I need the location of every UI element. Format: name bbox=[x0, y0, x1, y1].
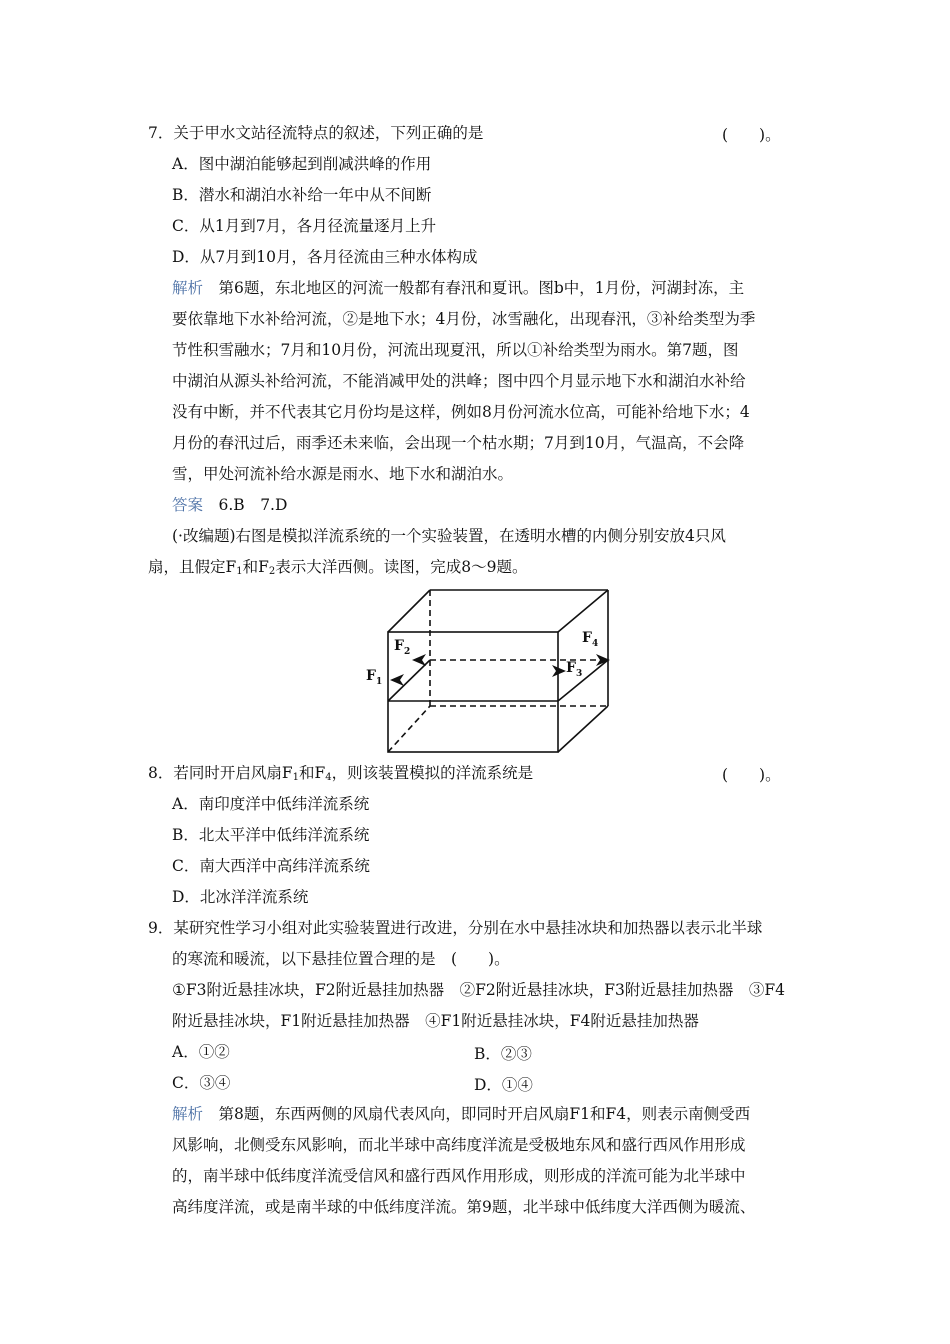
q9-option-d: D．①④ bbox=[474, 1076, 533, 1094]
analysis1-line-5: 没有中断，并不代表其它月份均是这样，例如8月份河流水位高，可能补给地下水；4 bbox=[172, 403, 750, 421]
q7-option-c: C．从1月到7月，各月径流量逐月上升 bbox=[172, 217, 437, 235]
q9-option-c: C．③④ bbox=[172, 1074, 231, 1092]
q8-option-a: A．南印度洋中低纬洋流系统 bbox=[172, 795, 370, 813]
analysis-label: 解析 bbox=[172, 279, 204, 297]
analysis1-line-1: 解析 第6题，东北地区的河流一般都有春汛和夏讯。图b中，1月份，河湖封冻，主 bbox=[172, 279, 745, 297]
fan-f1-icon bbox=[390, 674, 404, 686]
analysis2-line-3: 的，南半球中低纬度洋流受信风和盛行西风作用形成，则形成的洋流可能为北半球中 bbox=[172, 1167, 746, 1185]
analysis2-line-4: 高纬度洋流，或是南半球的中低纬度洋流。第9题，北半球中低纬度大洋西侧为暖流、 bbox=[172, 1198, 756, 1216]
fan-f2-icon bbox=[412, 654, 426, 666]
analysis2-line-1: 解析 第8题，东西两侧的风扇代表风向，即同时开启风扇F1和F4，则表示南侧受西 bbox=[172, 1105, 751, 1123]
answer1: 答案 6.B 7.D bbox=[172, 496, 288, 514]
q8-option-d: D．北冰洋洋流系统 bbox=[172, 888, 309, 906]
intro-line-1: (·改编题)右图是模拟洋流系统的一个实验装置，在透明水槽的内侧分别安放4只风 bbox=[172, 527, 726, 545]
q8-option-c: C．南大西洋中高纬洋流系统 bbox=[172, 857, 370, 875]
analysis-label: 解析 bbox=[172, 1105, 204, 1123]
analysis1-line-2: 要依靠地下水补给河流，②是地下水；4月份，冰雪融化，出现春汛，③补给类型为季 bbox=[172, 310, 756, 328]
intro-line-2: 扇，且假定$F_1$和$F_2$表示大洋西侧。读图，完成8～9题。 bbox=[148, 558, 528, 577]
q7-option-d: D．从7月到10月，各月径流由三种水体构成 bbox=[172, 248, 478, 266]
q7-option-b: B．潜水和湖泊水补给一年中从不间断 bbox=[172, 186, 432, 204]
q8-stem: 8．若同时开启风扇$F_1$和$F_4$，则该装置模拟的洋流系统是 bbox=[148, 764, 534, 783]
analysis2-line-2: 风影响，北侧受东风影响，而北半球中高纬度洋流是受极地东风和盛行西风作用形成 bbox=[172, 1136, 746, 1154]
analysis1-line-7: 雪，甲处河流补给水源是雨水、地下水和湖泊水。 bbox=[172, 465, 514, 483]
q9-choice-2: 附近悬挂冰块，F1附近悬挂加热器 ④F1附近悬挂冰块，F4附近悬挂加热器 bbox=[172, 1012, 699, 1030]
tank-experiment-figure bbox=[360, 588, 620, 760]
analysis1-line-6: 月份的春汛过后，雨季还未来临，会出现一个枯水期；7月到10月，气温高，不会降 bbox=[172, 434, 745, 452]
label-f4: $F_4$ bbox=[582, 630, 599, 649]
q9-option-b: B．②③ bbox=[474, 1045, 532, 1063]
tank-diagram bbox=[360, 588, 620, 760]
label-f2: $F_2$ bbox=[394, 638, 411, 657]
analysis1-line-4: 中湖泊从源头补给河流，不能消减甲处的洪峰；图中四个月显示地下水和湖泊水补给 bbox=[172, 372, 746, 390]
q9-choice-1: ①F3附近悬挂冰块，F2附近悬挂加热器 ②F2附近悬挂冰块，F3附近悬挂加热器 ③F4 bbox=[172, 981, 785, 999]
q9-stem-2: 的寒流和暖流，以下悬挂位置合理的是 ( )。 bbox=[172, 950, 510, 968]
q7-option-a: A．图中湖泊能够起到削减洪峰的作用 bbox=[172, 155, 432, 173]
q7-stem: 7．关于甲水文站径流特点的叙述，下列正确的是 bbox=[148, 124, 484, 142]
label-f1: $F_1$ bbox=[366, 668, 383, 687]
q8-option-b: B．北太平洋中低纬洋流系统 bbox=[172, 826, 370, 844]
answer-label: 答案 bbox=[172, 496, 204, 514]
fan-f3-icon bbox=[552, 665, 566, 677]
q9-option-a: A．①② bbox=[172, 1043, 230, 1061]
q8-paren: ( )。 bbox=[722, 766, 781, 784]
q9-stem-1: 9．某研究性学习小组对此实验装置进行改进，分别在水中悬挂冰块和加热器以表示北半球 bbox=[148, 919, 763, 937]
label-f3: $F_3$ bbox=[566, 660, 583, 679]
q7-paren: ( )。 bbox=[722, 126, 781, 144]
analysis1-line-3: 节性积雪融水；7月和10月份，河流出现夏汛，所以①补给类型为雨水。第7题，图 bbox=[172, 341, 739, 359]
